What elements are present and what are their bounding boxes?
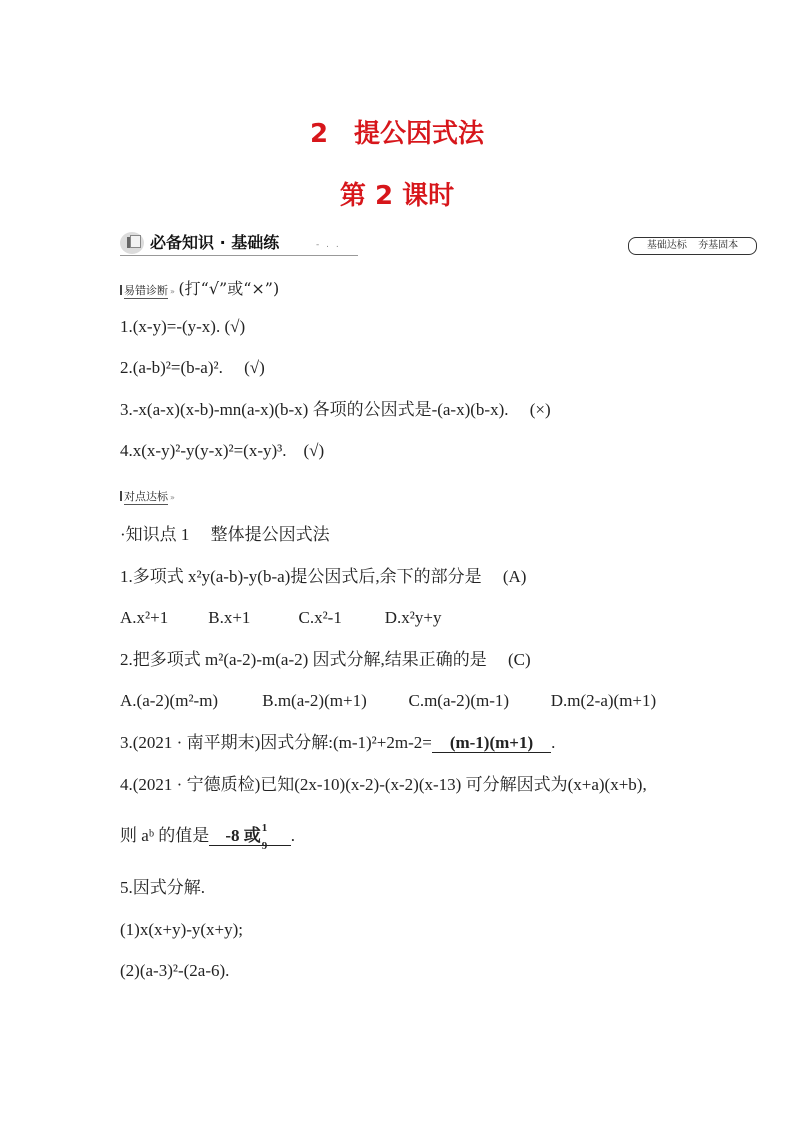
question-2-options [120, 690, 656, 712]
level-badge [628, 237, 757, 255]
banner-underline [120, 255, 358, 256]
option-d: D.m(2-a)(m+1) [550, 691, 657, 710]
level-badge-right: 夯基固本 [698, 240, 739, 251]
fraction: 1 9 [261, 822, 268, 852]
question-1-options [120, 607, 441, 629]
tag-label: 对点达标 [124, 490, 168, 503]
question-4-answer: -8 或 1 9 [209, 826, 290, 846]
banner-tail: - . . [316, 240, 341, 250]
double-chevron-icon: » [170, 493, 175, 502]
question-4-end: . [290, 826, 295, 845]
option-b: B.x+1 [208, 608, 251, 627]
tag-bar-icon [120, 285, 122, 295]
tag-bar-icon [120, 491, 122, 501]
option-d: D.x²y+y [384, 608, 442, 627]
book-icon [120, 232, 144, 254]
section-banner [120, 232, 358, 256]
judge-item-4: 4.x(x-y)²-y(y-x)²=(x-y)³. (√) [120, 441, 325, 460]
banner-text: 必备知识 · 基础练 [150, 233, 280, 252]
judge-item-3: 3.-x(a-x)(x-b)-mn(a-x)(b-x) 各项的公因式是-(a-x)(b-x). (×) [120, 400, 551, 419]
question-5-part-2: (2)(a-3)²-(2a-6). [120, 961, 230, 980]
double-chevron-icon: » [170, 287, 175, 296]
judge-item-1: 1.(x-y)=-(y-x). (√) [120, 317, 246, 336]
question-5: 5.因式分解. [120, 878, 205, 897]
option-b: B.m(a-2)(m+1) [262, 691, 367, 710]
option-a: A.x²+1 [120, 608, 169, 627]
option-c: C.x²-1 [298, 608, 342, 627]
question-3-answer: (m-1)(m+1) [432, 733, 551, 753]
question-3 [120, 732, 555, 754]
question-4-line-2 [120, 822, 295, 852]
practice-tag [120, 488, 175, 504]
judge-item-2: 2.(a-b)²=(b-a)². (√) [120, 358, 265, 377]
question-2: 2.把多项式 m²(a-2)-m(a-2) 因式分解,结果正确的是 (C) [120, 650, 531, 669]
error-diagnosis-tag [120, 276, 279, 299]
knowledge-point: ·知识点 1 整体提公因式法 [120, 525, 330, 544]
option-a: A.(a-2)(m²-m) [120, 691, 219, 710]
tag-instruction: (打“√”或“×”) [178, 279, 280, 298]
question-1: 1.多项式 x²y(a-b)-y(b-a)提公因式后,余下的部分是 (A) [120, 567, 527, 586]
lesson-subtitle: 第 2 课时 [339, 181, 455, 211]
level-badge-left: 基础达标 [646, 240, 687, 251]
lesson-title: 2 提公因式法 [309, 119, 485, 149]
question-4-line-1: 4.(2021 · 宁德质检)已知(2x-10)(x-2)-(x-2)(x-13) 可分解因式为(x+a)(x+b), [120, 775, 647, 794]
question-3-stem: 3.(2021 · 南平期末)因式分解:(m-1)²+2m-2= [120, 733, 432, 752]
question-3-end: . [551, 733, 556, 752]
question-4-stem: 则 aᵇ 的值是 [120, 826, 210, 845]
option-c: C.m(a-2)(m-1) [408, 691, 510, 710]
tag-label: 易错诊断 [124, 284, 168, 297]
question-5-part-1: (1)x(x+y)-y(x+y); [120, 920, 244, 939]
